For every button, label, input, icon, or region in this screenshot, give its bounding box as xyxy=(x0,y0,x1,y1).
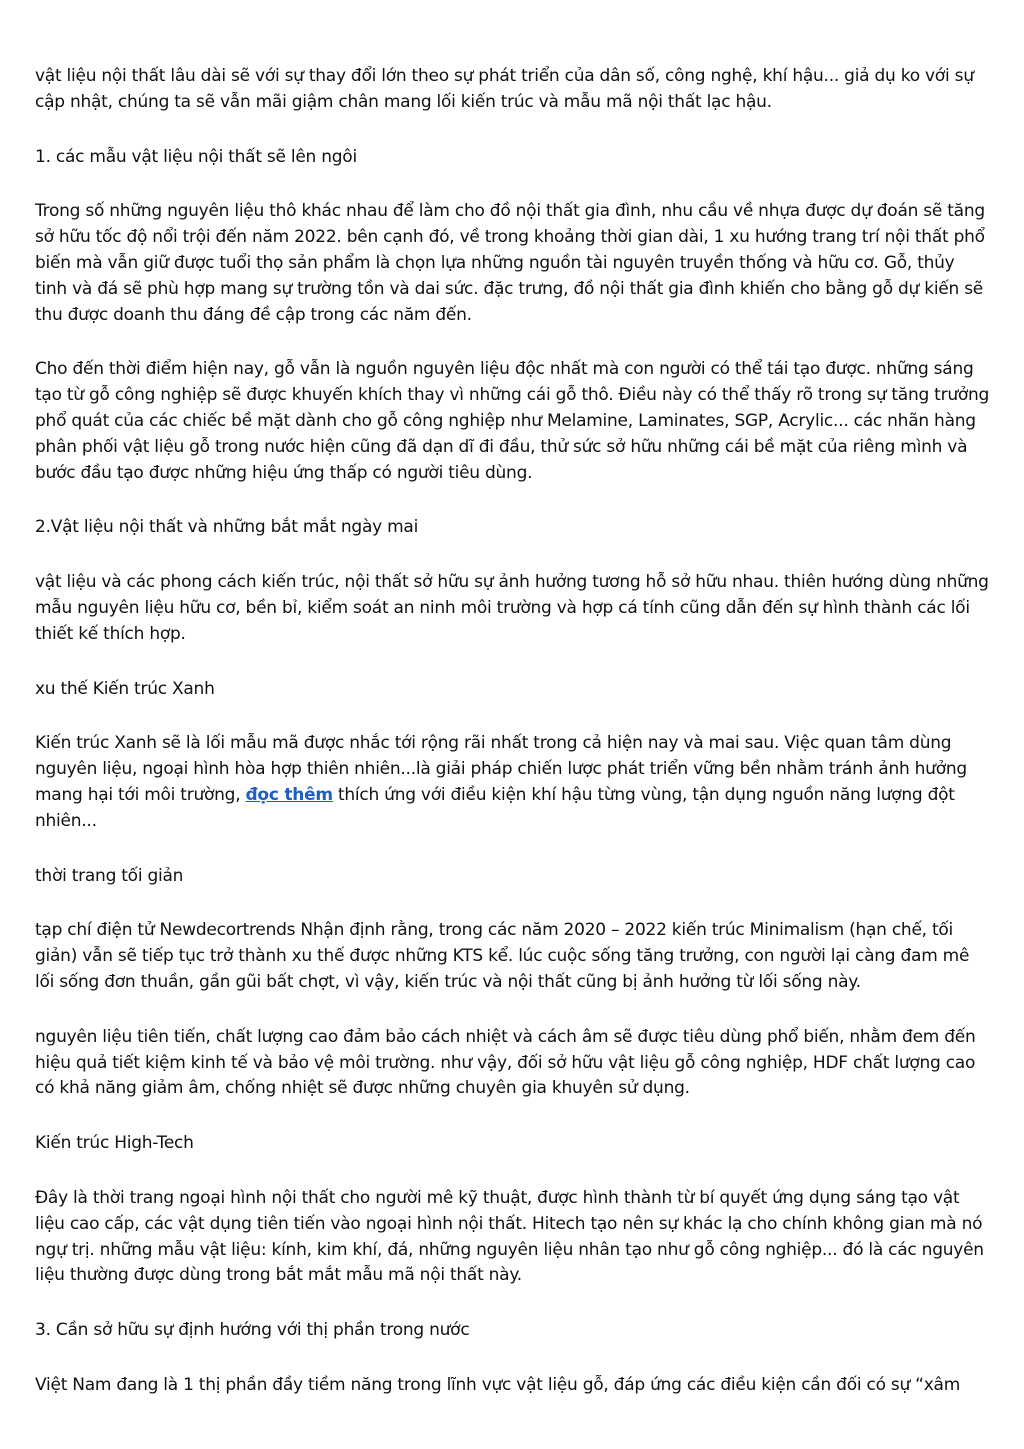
paragraph-minimalism: tạp chí điện tử Newdecortrends Nhận định rằng, trong các năm 2020 – 2022 kiến trúc Minimalism (hạn chế, tối giản) vẫn sẽ tiếp tục trở thành xu thế được những KTS kể. lúc cuộc sống tăng trưởng, con người lại càng đam mê lối sống đơn thuần, gần gũi bất chợt, vì vậy, kiến trúc và nội thất cũng bị ảnh hưởng từ lối sống này. xyxy=(35,920,970,992)
paragraph-high-tech: Đây là thời trang ngoại hình nội thất cho người mê kỹ thuật, được hình thành từ bí quyết ứng dụng sáng tạo vật liệu cao cấp, các vật dụng tiên tiến vào ngoại hình nội thất. Hitech tạo nên sự khác lạ cho chính không gian mà nó ngự trị. những mẫu vật liệu: kính, kim khí, đá, những nguyên liệu nhân tạo như gỗ công nghiệp... đó là các nguyên liệu thường được dùng trong bắt mắt mẫu mã nội thất này. xyxy=(35,1187,984,1286)
read-more-link[interactable]: đọc thêm xyxy=(245,784,333,805)
paragraph-materials-demand: Trong số những nguyên liệu thô khác nhau để làm cho đồ nội thất gia đình, nhu cầu về nhựa được dự đoán sẽ tăng sở hữu tốc độ nổi trội đến năm 2022. bên cạnh đó, về trong khoảng thời gian dài, 1 xu hướng trang trí nội thất phổ biến mà vẫn giữ được tuổi thọ sản phẩm là chọn lựa những nguồn tài nguyên truyền thống và hữu cơ. Gỗ, thủy tinh và đá sẽ phù hợp mang sự trường tồn và dai sức. đặc trưng, đồ nội thất gia đình khiến cho bằng gỗ dự kiến sẽ thu được doanh thu đáng đề cập trong các năm đến. xyxy=(35,201,985,325)
section-heading-2: 2.Vật liệu nội thất và những bắt mắt ngày mai xyxy=(35,517,419,538)
paragraph-wood-resources: Cho đến thời điểm hiện nay, gỗ vẫn là nguồn nguyên liệu độc nhất mà con người có thể tái tạo được. những sáng tạo từ gỗ công nghiệp sẽ được khuyến khích thay vì những cái gỗ thô. Điều này có thể thấy rõ trong sự tăng trưởng phổ quát của các chiếc bề mặt dành cho gỗ công nghiệp như Melamine, Laminates, SGP, Acrylic... các nhãn hàng phân phối vật liệu gỗ trong nước hiện cũng đã dạn dĩ đi đầu, thử sức sở hữu những cái bề mặt của riêng mình và bước đầu tạo được những hiệu ứng thấp có người tiêu dùng. xyxy=(35,359,990,483)
paragraph-green-architecture xyxy=(35,731,991,834)
paragraph-architecture-styles: vật liệu và các phong cách kiến trúc, nội thất sở hữu sự ảnh hưởng tương hỗ sở hữu nhau. thiên hướng dùng những mẫu nguyên liệu hữu cơ, bền bỉ, kiểm soát an ninh môi trường và hợp cá tính cũng dẫn đến sự hình thành các lối thiết kế thích hợp. xyxy=(35,572,989,644)
paragraph-text-after-link: thích ứng với điều kiện khí hậu từng vùng, tận dụng nguồn năng lượng đột nhiên... xyxy=(35,784,955,831)
subheading-green-architecture: xu thế Kiến trúc Xanh xyxy=(35,678,215,699)
subheading-minimalism: thời trang tối giản xyxy=(35,865,184,886)
paragraph-advanced-materials: nguyên liệu tiên tiến, chất lượng cao đảm bảo cách nhiệt và cách âm sẽ được tiêu dùng phổ biến, nhằm đem đến hiệu quả tiết kiệm kinh tế và bảo vệ môi trường. như vậy, đối sở hữu vật liệu gỗ công nghiệp, HDF chất lượng cao có khả năng giảm âm, chống nhiệt sẽ được những chuyên gia khuyên sử dụng. xyxy=(35,1026,976,1099)
subheading-high-tech: Kiến trúc High-Tech xyxy=(35,1133,194,1154)
section-heading-3: 3. Cần sở hữu sự định hướng với thị phần trong nước xyxy=(35,1320,470,1341)
document-body xyxy=(35,64,991,1428)
section-heading-1: 1. các mẫu vật liệu nội thất sẽ lên ngôi xyxy=(35,146,357,167)
paragraph-vietnam-market: Việt Nam đang là 1 thị phần đầy tiềm năng trong lĩnh vực vật liệu gỗ, đáp ứng các điều kiện cần đối có sự “xâm xyxy=(35,1374,960,1395)
paragraph-text-before-link: Kiến trúc Xanh sẽ là lối mẫu mã được nhắc tới rộng rãi nhất trong cả hiện nay và mai sau. Việc quan tâm dùng nguyên liệu, ngoại hình hòa hợp thiên nhiên...là giải pháp chiến lược phát triển vững bền nhằm tránh ảnh hưởng mang hại tới môi trường, xyxy=(35,733,967,805)
paragraph-intro: vật liệu nội thất lâu dài sẽ với sự thay đổi lớn theo sự phát triển của dân số, công nghệ, khí hậu... giả dụ ko với sự cập nhật, chúng ta sẽ vẫn mãi giậm chân mang lối kiến trúc và mẫu mã nội thất lạc hậu. xyxy=(35,66,974,112)
